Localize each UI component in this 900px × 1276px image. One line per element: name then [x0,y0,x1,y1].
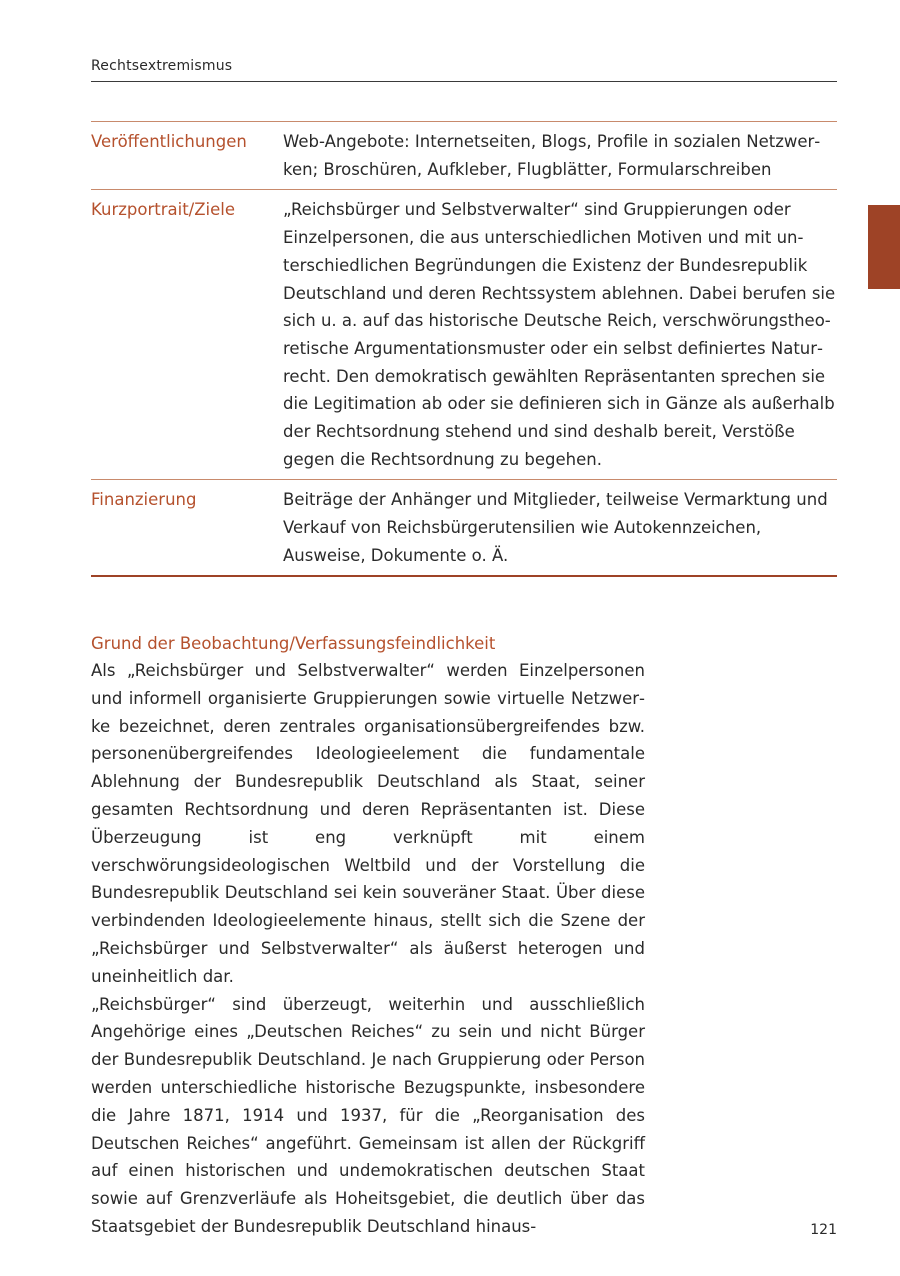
page-number: 121 [810,1222,837,1238]
running-header: Rechtsextremismus [91,58,233,74]
body-text [91,657,645,1241]
table-row-text: Beiträge der Anhänger und Mitglieder, teilweise Vermarktung und Verkauf von Reichsbürgerutensilien wie Autokennzeichen, Ausweise, Dokumente o. Ä. [283,490,828,565]
table-row-financing [91,480,837,576]
table-row-text: „Reichsbürger und Selbstverwalter“ sind Gruppierungen oder Einzelpersonen, die aus unterschiedlichen Motiven und mit unterschiedlichen Begründungen die Existenz der Bundesrepublik Deutschland und deren Rechtssystem ablehnen. Dabei berufen sie sich u. a. auf das historische Deutsche Reich, verschwörungstheoretische Argumentationsmuster oder ein selbst definiertes Naturrecht. Den demokratisch gewählten Repräsentanten sprechen sie die Legitimation ab oder sie definieren sich in Gänze als außerhalb der Rechtsordnung stehend und sind deshalb bereit, Verstöße gegen die Rechtsordnung zu begehen. [283,200,836,469]
chapter-thumb-marker [868,205,900,289]
paragraph: „Reichsbürger“ sind überzeugt, weiterhin und ausschließlich Angehörige eines „Deutschen Reiches“ zu sein und nicht Bürger der Bundesrepublik Deutschland. Je nach Gruppierung oder Person werden unterschiedliche historische Bezugspunkte, insbesondere die Jahre 1871, 1914 und 1937, für die „Reorganisation des Deutschen Reiches“ angeführt. Gemeinsam ist allen der Rückgriff auf einen historischen und undemokratischen deutschen Staat sowie auf Grenzverläufe als Hoheitsgebiet, die deutlich über das Staatsgebiet der Bundesrepublik Deutschland hinaus- [91,994,645,1236]
section-heading: Grund der Beobachtung/Verfassungsfeindlichkeit [91,634,496,653]
header-divider [91,81,837,82]
table-row-label: Veröffentlichungen [91,132,247,151]
table-row-profile [91,190,837,480]
info-table [91,121,837,577]
paragraph: Als „Reichsbürger und Selbstverwalter“ werden Einzelpersonen und informell organisierte Gruppierungen sowie virtuelle Netzwerke bezeichnet, deren zentrales organisationsübergreifendes bzw. personenübergreifendes Ideologieelement die fundamentale Ablehnung der Bundesrepublik Deutschland als Staat, seiner gesamten Rechtsordnung und deren Repräsentanten ist. Diese Überzeugung ist eng verknüpft mit einem verschwörungsideologischen Weltbild und der Vorstellung die Bundesrepublik Deutschland sei kein souveräner Staat. Über diese verbindenden Ideologieelemente hinaus, stellt sich die Szene der „Reichsbürger und Selbstverwalter“ als äußerst heterogen und uneinheitlich dar. [91,661,645,986]
table-row-publications [91,122,837,190]
table-row-label: Finanzierung [91,490,197,510]
table-row-label: Kurzportrait/Ziele [91,200,236,220]
table-row-text: Web-Angebote: Internetseiten, Blogs, Profile in sozialen Netzwerken; Broschüren, Aufkleber, Flugblätter, Formularschreiben [283,132,821,179]
